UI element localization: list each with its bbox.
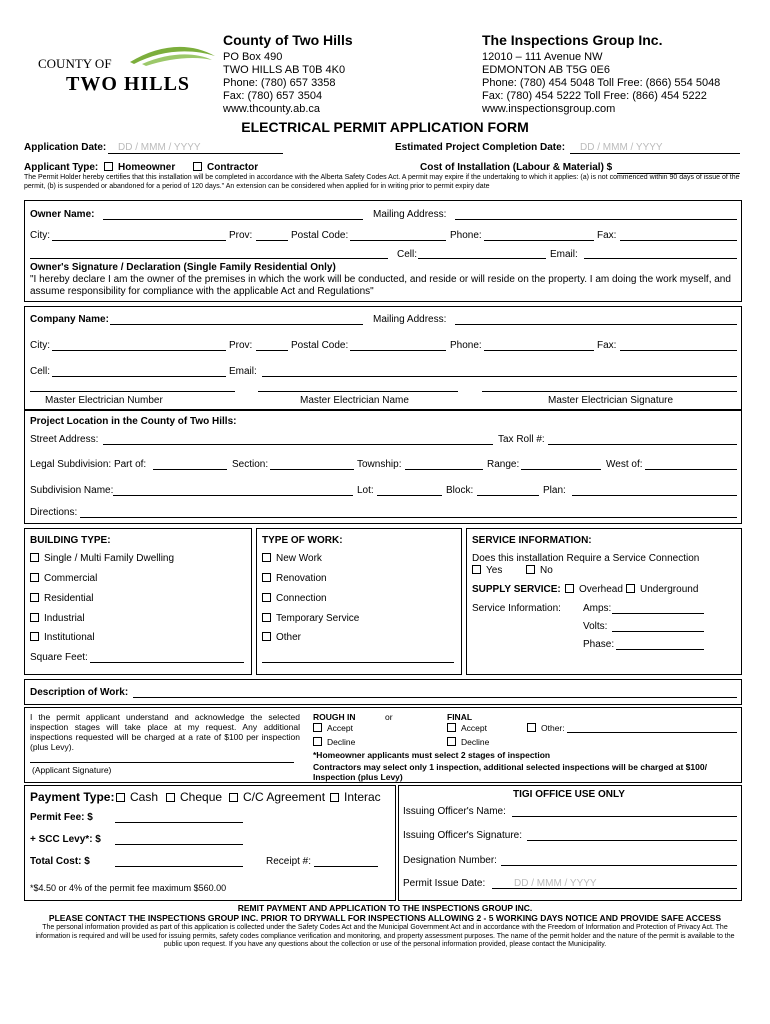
owner-postal-field[interactable] [350,240,446,241]
rough-in-label: ROUGH IN [313,712,356,722]
building-option-3[interactable]: Industrial [30,613,85,624]
lot-field[interactable] [377,495,442,496]
tax-roll-field[interactable] [548,444,737,445]
officer-signature-field[interactable] [527,840,737,841]
company-name-field[interactable] [110,324,363,325]
owner-prov-field[interactable] [256,240,288,241]
company-postal-label: Postal Code: [291,340,349,351]
square-feet-label: Square Feet: [30,652,88,663]
remit-payment-note: REMIT PAYMENT AND APPLICATION TO THE INSPECTIONS GROUP INC. [237,903,533,913]
logo-line1: COUNTY OF [38,56,112,71]
company-fax-label: Fax: [597,340,617,351]
company-name-label: Company Name: [30,314,109,325]
tigi-address1: 12010 – 111 Avenue NW [482,51,603,63]
county-address2: TWO HILLS AB T0B 4K0 [223,64,346,76]
building-option-4[interactable]: Institutional [30,632,95,643]
square-feet-field[interactable] [90,662,244,663]
company-cell-field[interactable] [52,376,226,377]
block-field[interactable] [477,495,539,496]
work-option-1[interactable]: Renovation [262,573,327,584]
work-option-4[interactable]: Other [262,632,301,643]
phase-label: Phase: [583,639,615,650]
company-city-field[interactable] [52,350,226,351]
supply-service-label: SUPPLY SERVICE: [472,584,561,595]
building-option-2[interactable]: Residential [30,593,93,604]
street-address-field[interactable] [103,444,493,445]
privacy-notice: The personal information provided as part of this application is collected under the Safety Codes Act and the Municipal Government Act and in accordance with the Freedom of Information and Protection of Privacy Act. The information is required and will be used for issuing permits, safety codes compliance verification and monitoring, and property assessment purposes. The name of the permit holder and the nature of the permit is available to the public upon request. If you have any questions about the collection or use of the personal information provided, please contact the Municipality. [35,924,735,948]
county-name: County of Two Hills [223,32,353,48]
contractor-checkbox[interactable]: Contractor [193,162,258,173]
owner-name-field[interactable] [103,219,363,220]
company-prov-label: Prov: [229,340,253,351]
company-cell-label: Cell: [30,366,51,377]
rough-decline-checkbox[interactable]: Decline [313,737,355,747]
building-option-1[interactable]: Commercial [30,573,97,584]
permit-notice: The Permit Holder hereby certifies that this installation will be completed in accordance with the Alberta Safety Codes Act. A permit may expire if the undertaking to which it applies: (a) is not commenced within 90 days of issue of the permit, (b) is suspended or abandoned for a period of 120 days." An extension can be considered when applied for in writing prior to permit expiry date [24,174,740,190]
company-mailing-field[interactable] [455,324,737,325]
permit-issue-date-placeholder: DD / MMM / YYYY [514,878,597,889]
range-field[interactable] [521,469,601,470]
directions-label: Directions: [30,507,78,518]
project-location-title: Project Location in the County of Two Hills: [30,416,237,427]
county-logo [30,40,220,100]
county-phone: Phone: (780) 657 3358 [223,77,336,89]
other-inspection-checkbox[interactable]: Other: [527,723,565,733]
lot-label: Lot: [357,485,374,496]
tigi-phone: Phone: (780) 454 5048 Toll Free: (866) 554 5048 [482,77,721,89]
owner-phone-field[interactable] [484,240,594,241]
volts-field[interactable] [612,631,704,632]
cheque-checkbox[interactable]: Cheque [166,790,222,804]
owner-extra-field[interactable] [30,258,388,259]
tigi-fax: Fax: (780) 454 5222 Toll Free: (866) 454 5222 [482,90,707,102]
final-accept-checkbox[interactable]: Accept [447,723,487,733]
owner-phone-label: Phone: [450,230,482,241]
completion-date-field[interactable]: DD / MMM / YYYY [580,142,663,153]
section-field[interactable] [270,469,354,470]
owner-fax-label: Fax: [597,230,617,241]
final-label: FINAL [447,712,473,722]
service-yes-checkbox[interactable]: Yes [472,565,502,576]
county-fax: Fax: (780) 657 3504 [223,90,323,102]
company-city-label: City: [30,340,50,351]
permit-fee-label: Permit Fee: $ [30,812,93,823]
cash-checkbox[interactable]: Cash [116,790,158,804]
designation-number-label: Designation Number: [403,855,497,866]
cc-agreement-checkbox[interactable]: C/C Agreement [229,790,325,804]
or-label: or [385,712,393,722]
company-fax-field[interactable] [620,350,737,351]
overhead-checkbox[interactable]: Overhead [565,584,623,595]
section-label: Section: [232,459,269,470]
homeowner-checkbox[interactable]: Homeowner [104,162,175,173]
street-address-label: Street Address: [30,434,99,445]
plan-label: Plan: [543,485,566,496]
underground-checkbox[interactable]: Underground [626,584,698,595]
directions-field[interactable] [80,517,737,518]
plan-field[interactable] [572,495,737,496]
completion-date-label: Estimated Project Completion Date: [395,142,566,153]
building-option-0[interactable]: Single / Multi Family Dwelling [30,553,174,564]
owner-name-label: Owner Name: [30,209,95,220]
office-use-title: TIGI OFFICE USE ONLY [513,789,625,800]
scc-levy-field[interactable] [115,844,243,845]
master-number-label: Master Electrician Number [45,395,163,406]
permit-issue-date-label: Permit Issue Date: [403,878,486,889]
tax-roll-label: Tax Roll #: [498,434,545,445]
designation-number-field[interactable] [501,865,737,866]
county-web[interactable]: www.thcounty.ab.ca [223,103,321,115]
company-email-field[interactable] [262,376,737,377]
service-connection-question: Does this installation Require a Service Connection [472,553,700,564]
owner-prov-label: Prov: [229,230,253,241]
tigi-web[interactable]: www.inspectionsgroup.com [482,103,616,115]
service-no-checkbox[interactable]: No [526,565,553,576]
owner-signature-title: Owner's Signature / Declaration (Single Family Residential Only) [30,262,336,273]
homeowner-inspection-note: *Homeowner applicants must select 2 stages of inspection [313,750,551,760]
description-label: Description of Work: [30,687,129,698]
range-label: Range: [487,459,520,470]
work-option-0[interactable]: New Work [262,553,322,564]
owner-mailing-field[interactable] [455,219,737,220]
total-cost-field[interactable] [115,866,243,867]
receipt-field[interactable] [314,866,378,867]
owner-postal-label: Postal Code: [291,230,349,241]
work-option-3[interactable]: Temporary Service [262,613,359,624]
work-option-2[interactable]: Connection [262,593,327,604]
contractor-inspection-note: Contractors may select only 1 inspection, additional selected inspections will be charged at $100/ Inspection (plus Levy) [313,762,707,782]
cost-label: Cost of Installation (Labour & Material) $ [420,162,613,173]
amps-label: Amps: [583,603,612,614]
company-mailing-label: Mailing Address: [373,314,447,325]
type-of-work-title: TYPE OF WORK: [262,535,343,546]
other-work-field[interactable] [262,662,454,663]
owner-cell-field[interactable] [418,258,546,259]
officer-name-label: Issuing Officer's Name: [403,806,506,817]
subdivision-name-field[interactable] [113,495,353,496]
service-info-title: SERVICE INFORMATION: [472,535,592,546]
applicant-signature-label: (Applicant Signature) [32,765,112,775]
rough-accept-checkbox[interactable]: Accept [313,723,353,733]
service-information-label: Service Information: [472,603,561,614]
levy-note: *$4.50 or 4% of the permit fee maximum $560.00 [30,883,227,893]
township-field[interactable] [405,469,483,470]
master-signature-field[interactable] [482,391,737,392]
interac-checkbox[interactable]: Interac [330,790,381,804]
volts-label: Volts: [583,621,608,632]
county-address1: PO Box 490 [223,51,283,63]
owner-email-label: Email: [550,249,578,260]
scc-levy-label: + SCC Levy*: $ [30,834,101,845]
phase-field[interactable] [616,649,704,650]
master-name-label: Master Electrician Name [300,395,409,406]
owner-city-label: City: [30,230,50,241]
applicant-type-label: Applicant Type: [24,162,99,173]
drywall-inspection-note: PLEASE CONTACT THE INSPECTIONS GROUP INC. PRIOR TO DRYWALL FOR INSPECTIONS ALLOWING 2 - 5 WORKING DAYS NOTICE AND PROVIDE SAFE ACCESS [48,913,722,923]
officer-signature-label: Issuing Officer's Signature: [403,830,523,841]
amps-field[interactable] [612,613,704,614]
total-cost-label: Total Cost: $ [30,856,90,867]
owner-mailing-label: Mailing Address: [373,209,447,220]
owner-fax-field[interactable] [620,240,737,241]
description-field[interactable] [133,697,737,698]
owner-email-field[interactable] [584,258,737,259]
company-phone-label: Phone: [450,340,482,351]
legal-subdivision-label: Legal Subdivision: Part of: [30,459,147,470]
owner-cell-label: Cell: [397,249,418,260]
subdivision-name-label: Subdivision Name: [30,485,114,496]
tigi-name: The Inspections Group Inc. [482,32,663,48]
master-number-field[interactable] [30,391,235,392]
owner-declaration: "I hereby declare I am the owner of the premises in which the work will be conducted, and reside or will reside on the property. I am doing the work myself, and assume responsibility for compliance with the applicable Act and Regulations" [30,274,731,297]
applicant-signature-field[interactable] [30,762,294,763]
other-inspection-field[interactable] [567,732,737,733]
logo-line2: TWO HILLS [66,73,191,95]
company-prov-field[interactable] [256,350,288,351]
company-phone-field[interactable] [484,350,594,351]
tigi-address2: EDMONTON AB T5G 0E6 [482,64,610,76]
service-info-section [466,528,742,675]
payment-type-label: Payment Type: [30,790,115,804]
application-date-label: Application Date: [24,142,107,153]
west-of-field[interactable] [645,469,737,470]
part-of-field[interactable] [153,469,227,470]
final-decline-checkbox[interactable]: Decline [447,737,489,747]
officer-name-field[interactable] [512,816,737,817]
company-postal-field[interactable] [350,350,446,351]
master-signature-label: Master Electrician Signature [548,395,674,406]
owner-city-field[interactable] [52,240,226,241]
block-label: Block: [446,485,474,496]
receipt-label: Receipt #: [266,856,312,867]
acknowledge-text: I the permit applicant understand and acknowledge the selected inspection stages will take place at my request. Any additional inspections requested will be charged at a rate of $100 per inspection (plus Levy). [30,712,300,752]
description-section [24,679,742,705]
township-label: Township: [357,459,402,470]
west-of-label: West of: [606,459,643,470]
building-type-title: BUILDING TYPE: [30,535,111,546]
application-date-field[interactable]: DD / MMM / YYYY [118,142,201,153]
company-email-label: Email: [229,366,257,377]
permit-fee-field[interactable] [115,822,243,823]
form-title: ELECTRICAL PERMIT APPLICATION FORM [241,119,529,135]
master-name-field[interactable] [258,391,458,392]
